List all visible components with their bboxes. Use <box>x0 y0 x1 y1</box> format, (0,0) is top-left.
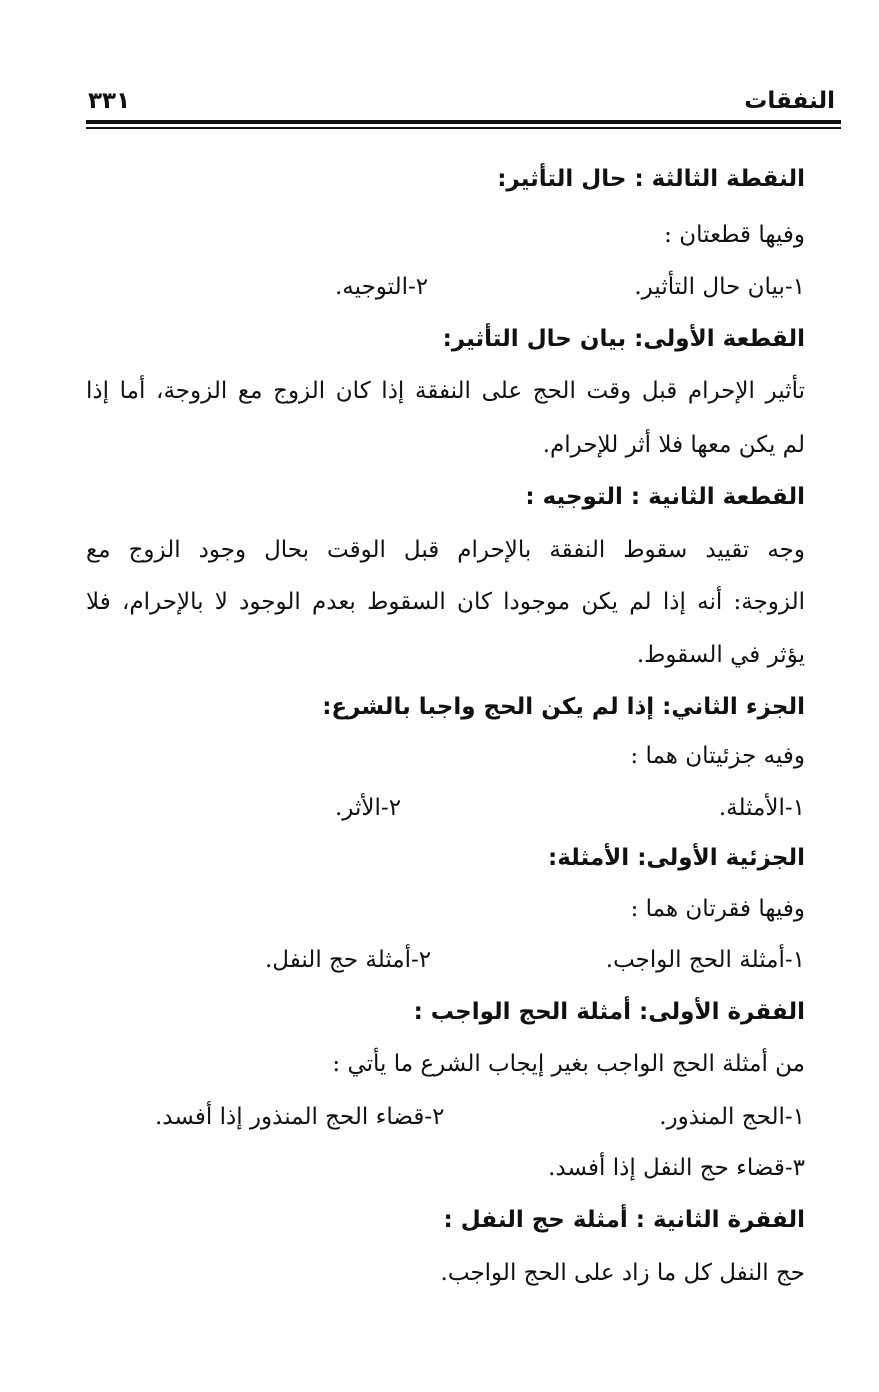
section-heading: القطعة الأولى: بيان حال التأثير: <box>442 326 805 352</box>
body-line: حج النفل كل ما زاد على الحج الواجب. <box>440 1260 805 1286</box>
body-line: الزوجة: أنه إذا لم يكن موجودا كان السقوط بعدم الوجود لا بالإحرام، فلا <box>86 589 805 615</box>
body-line: لم يكن معها فلا أثر للإحرام. <box>542 432 805 458</box>
body-line: ٣-قضاء حج النفل إذا أفسد. <box>548 1155 805 1181</box>
body-line: وفيه جزئيتان هما : <box>630 743 805 769</box>
section-heading: الجزء الثاني: إذا لم يكن الحج واجبا بالشرع: <box>322 694 805 720</box>
body-line: وجه تقييد سقوط النفقة بالإحرام قبل الوقت بحال وجود الزوج مع <box>86 537 805 563</box>
body-line: تأثير الإحرام قبل وقت الحج على النفقة إذا كان الزوج مع الزوجة، أما إذا <box>86 378 805 404</box>
body-line: وفيها فقرتان هما : <box>630 896 805 922</box>
list-item: ١-أمثلة الحج الواجب. <box>605 947 805 973</box>
list-item: ١-بيان حال التأثير. <box>634 274 805 300</box>
list-item: ٢-الأثر. <box>335 795 402 821</box>
list-item: ٢-التوجيه. <box>335 274 429 300</box>
list-item: ١-الأمثلة. <box>718 795 805 821</box>
body-line: من أمثلة الحج الواجب بغير إيجاب الشرع ما يأتي : <box>332 1051 805 1077</box>
body-line: وفيها قطعتان : <box>664 222 805 248</box>
list-item: ٢-أمثلة حج النفل. <box>265 947 432 973</box>
section-heading: الفقرة الأولى: أمثلة الحج الواجب : <box>413 999 805 1025</box>
list-item: ٢-قضاء الحج المنذور إذا أفسد. <box>155 1104 445 1130</box>
running-header-title: النفقات <box>744 88 835 114</box>
header-rule-thick <box>86 120 841 124</box>
list-item: ١-الحج المنذور. <box>659 1104 805 1130</box>
section-heading: الفقرة الثانية : أمثلة حج النفل : <box>443 1207 805 1233</box>
section-heading: الجزئية الأولى: الأمثلة: <box>548 845 805 871</box>
section-heading: القطعة الثانية : التوجيه : <box>525 484 805 510</box>
page-number: ٣٣١ <box>88 88 131 114</box>
section-heading: النقطة الثالثة : حال التأثير: <box>497 166 805 192</box>
header-rule-thin <box>86 127 841 129</box>
body-line: يؤثر في السقوط. <box>636 642 805 668</box>
